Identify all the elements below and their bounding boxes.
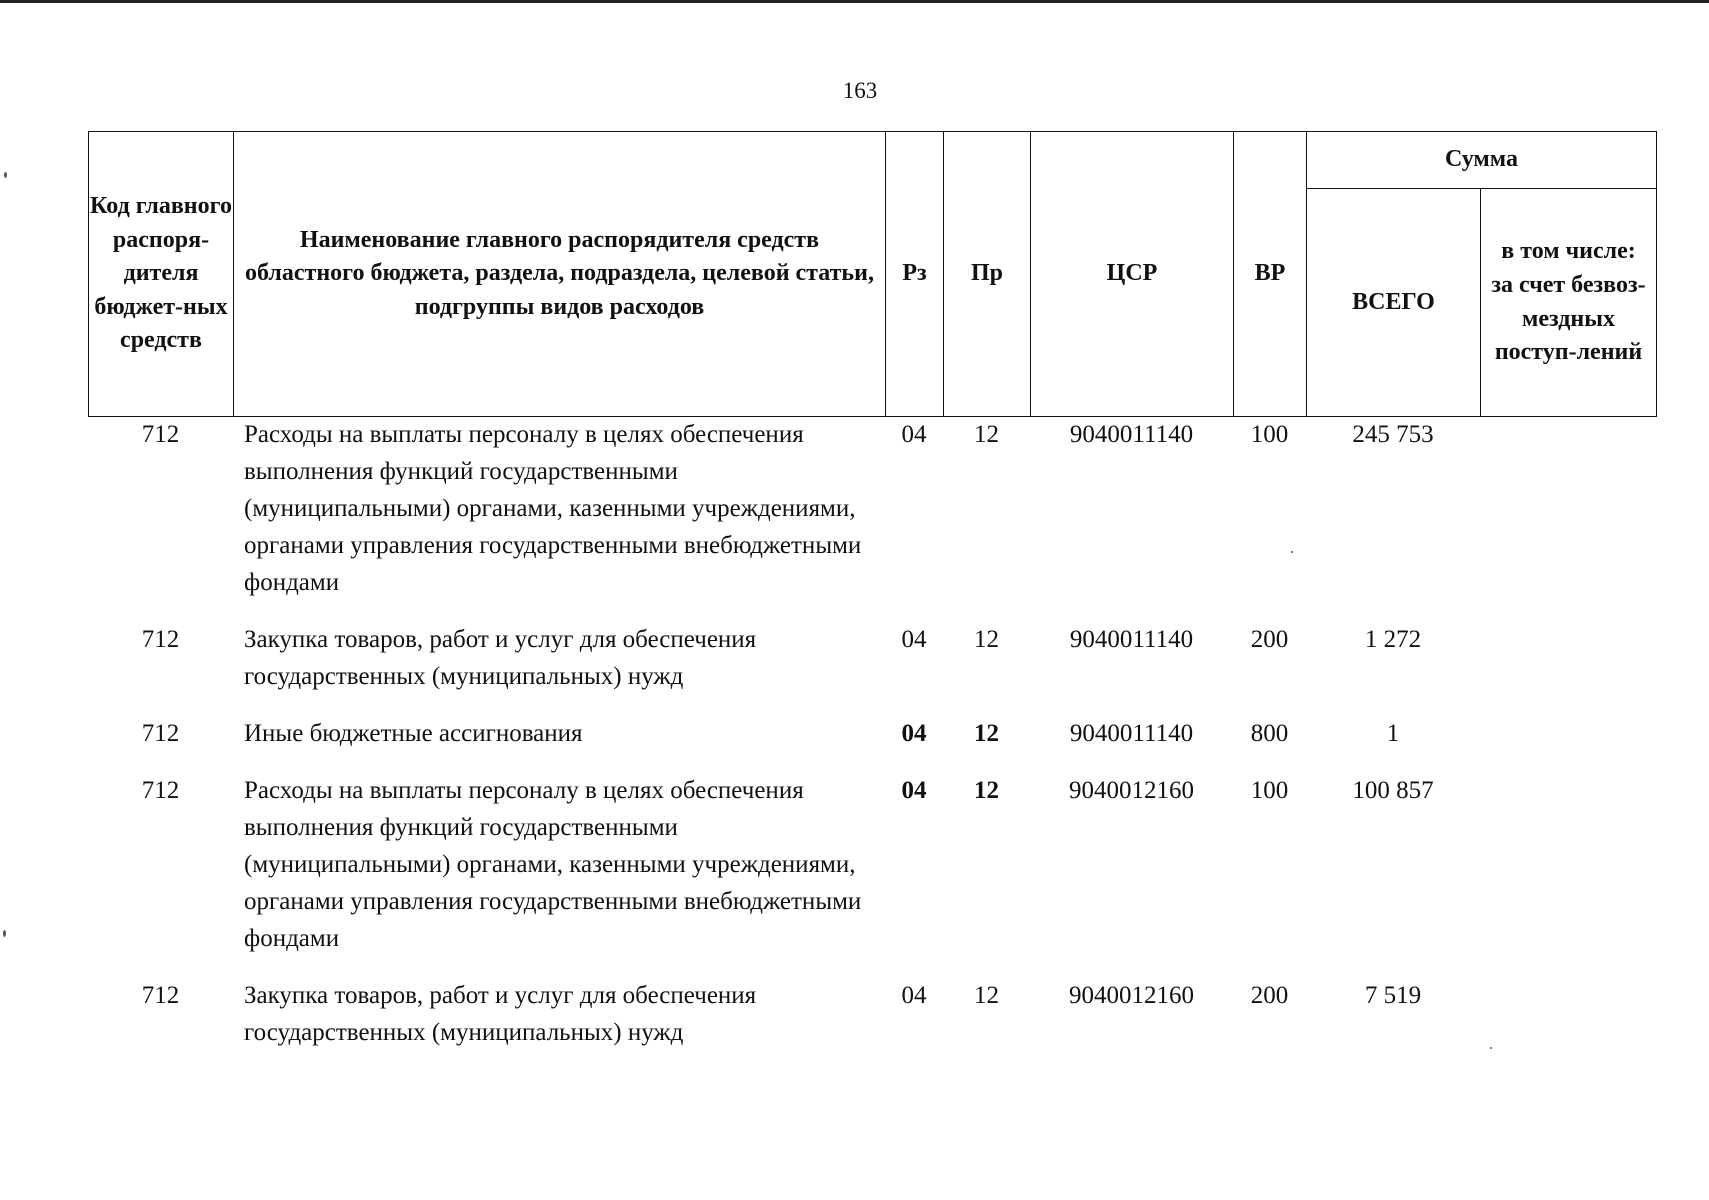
cell-total: 100 857 — [1352, 777, 1434, 804]
cell-name: Расходы на выплаты персоналу в целях обеспечения выполнения функций государственными (муниципальными) органами, казенными учреждениями, органами управления государственными внебюджетными фондами — [244, 777, 862, 952]
cell-total: 1 — [1386, 720, 1400, 747]
scan-speck — [4, 172, 7, 178]
cell-pr: 12 — [974, 777, 999, 804]
table-row — [88, 416, 1656, 621]
cell-pr: 12 — [974, 626, 999, 653]
cell-name: Иные бюджетные ассигнования — [244, 720, 583, 747]
cell-rz: 04 — [901, 982, 927, 1009]
cell-name: Расходы на выплаты персоналу в целях обеспечения выполнения функций государственными (муниципальными) органами, казенными учреждениями, органами управления государственными внебюджетными фондами — [244, 421, 862, 596]
cell-vr: 100 — [1250, 777, 1289, 804]
cell-pr: 12 — [974, 720, 999, 747]
cell-free — [1480, 772, 1656, 977]
cell-free — [1480, 416, 1656, 621]
cell-rz: 04 — [901, 777, 927, 804]
header-code: Код главного распоря-дителя бюджет-ных средств — [89, 132, 234, 417]
header-csr: ЦСР — [1031, 132, 1234, 417]
cell-rz: 04 — [901, 421, 927, 448]
table-header — [88, 131, 1657, 417]
cell-vr: 200 — [1250, 982, 1289, 1009]
scan-speck — [3, 930, 6, 937]
cell-csr: 9040011140 — [1069, 421, 1194, 448]
scan-edge — [0, 0, 1709, 3]
cell-csr: 9040012160 — [1069, 777, 1194, 804]
table-row — [88, 715, 1656, 772]
cell-vr: 100 — [1250, 421, 1289, 448]
cell-code: 712 — [141, 626, 180, 653]
header-rz: Рз — [886, 132, 944, 417]
header-free: в том числе: за счет безвоз-мездных поступ-лений — [1481, 189, 1657, 417]
cell-code: 712 — [141, 720, 180, 747]
cell-vr: 200 — [1250, 626, 1289, 653]
cell-free — [1480, 977, 1656, 1071]
cell-name: Закупка товаров, работ и услуг для обеспечения государственных (муниципальных) нужд — [244, 626, 757, 690]
cell-vr: 800 — [1250, 720, 1289, 747]
header-sum: Сумма — [1307, 132, 1657, 189]
cell-pr: 12 — [974, 421, 999, 448]
table-row — [88, 621, 1656, 715]
cell-free — [1480, 715, 1656, 772]
scan-speck — [1490, 1047, 1492, 1049]
scan-speck — [1291, 551, 1293, 553]
cell-pr: 12 — [974, 982, 999, 1009]
table-row — [88, 772, 1656, 977]
cell-csr: 9040011140 — [1069, 720, 1194, 747]
cell-name: Закупка товаров, работ и услуг для обеспечения государственных (муниципальных) нужд — [244, 982, 757, 1046]
cell-total: 1 272 — [1364, 626, 1422, 653]
cell-total: 7 519 — [1364, 982, 1422, 1009]
cell-rz: 04 — [901, 720, 927, 747]
header-vr: ВР — [1234, 132, 1307, 417]
cell-code: 712 — [141, 777, 180, 804]
cell-code: 712 — [141, 421, 180, 448]
header-pr: Пр — [944, 132, 1031, 417]
cell-csr: 9040012160 — [1069, 982, 1194, 1009]
header-total: ВСЕГО — [1307, 189, 1481, 417]
cell-code: 712 — [141, 982, 180, 1009]
cell-total: 245 753 — [1352, 421, 1434, 448]
table-body — [88, 416, 1656, 1071]
cell-free — [1480, 621, 1656, 715]
cell-rz: 04 — [901, 626, 927, 653]
table-row — [88, 977, 1656, 1071]
header-name: Наименование главного распорядителя средств областного бюджета, раздела, подраздела, целевой статьи, подгруппы видов расходов — [234, 132, 886, 417]
cell-csr: 9040011140 — [1069, 626, 1194, 653]
page-number: 163 — [842, 78, 878, 103]
